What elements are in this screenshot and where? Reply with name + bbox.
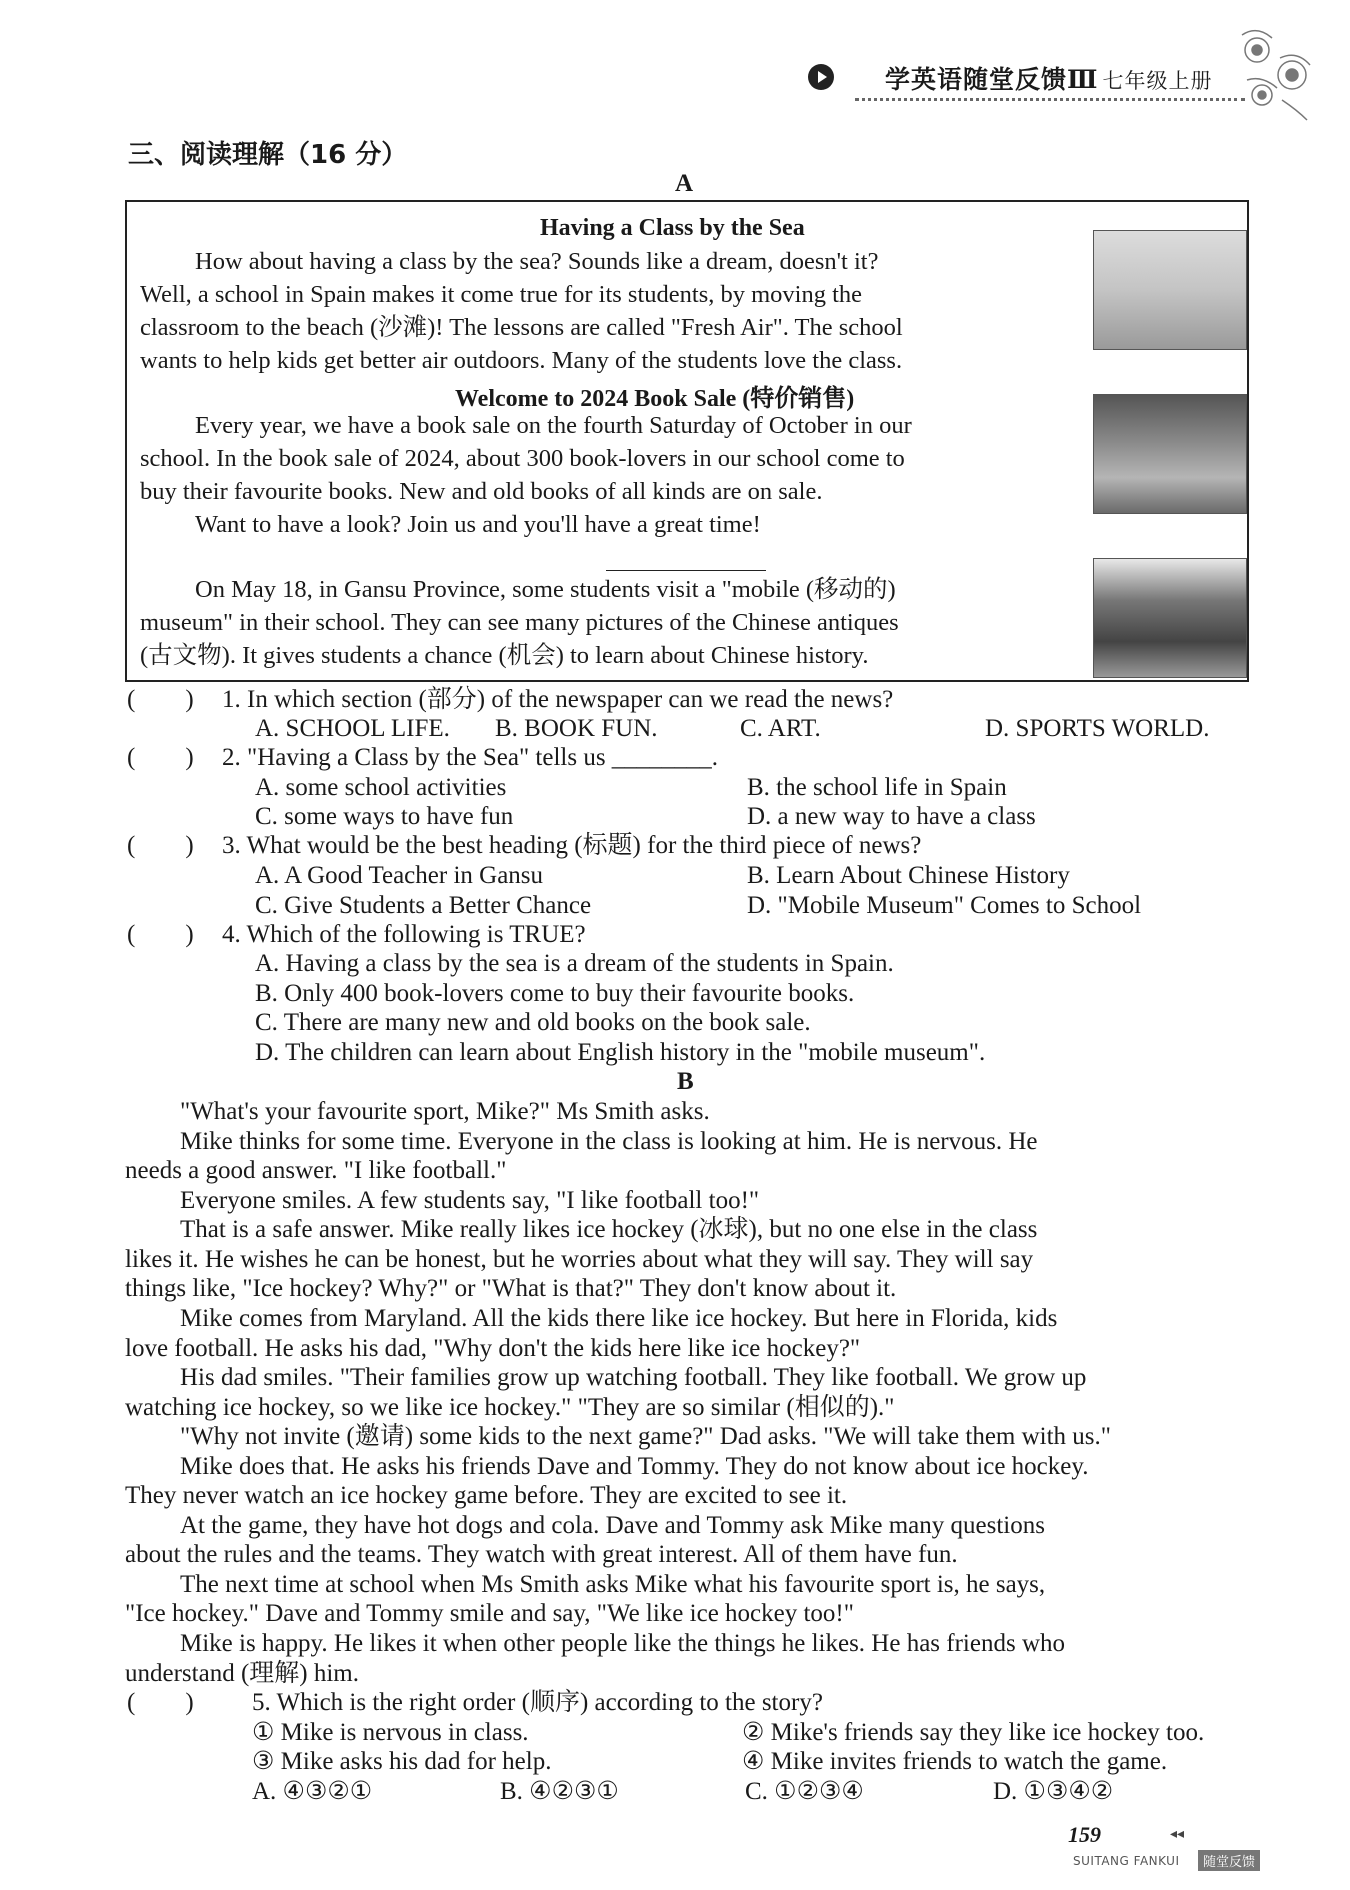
passage-line: The next time at school when Ms Smith asks Mike what his favourite sport is, he says, (180, 1571, 1046, 1598)
option: D. The children can learn about English history in the "mobile museum". (255, 1039, 986, 1066)
event: ① Mike is nervous in class. (252, 1719, 529, 1746)
option: C. There are many new and old books on the book sale. (255, 1009, 811, 1036)
question-5-stem: 5. Which is the right order (顺序) according to the story? (252, 1689, 823, 1716)
book-title-text: 学英语随堂反馈Ⅲ (885, 67, 1099, 94)
option: D. a new way to have a class (747, 803, 1036, 830)
passage-line: watching ice hockey, so we like ice hockey." "They are so similar (相似的)." (125, 1394, 895, 1421)
option: B. ④②③① (500, 1778, 619, 1805)
passage-line: They never watch an ice hockey game before. They are excited to see it. (125, 1482, 848, 1509)
option: C. ART. (740, 715, 821, 742)
event: ④ Mike invites friends to watch the game. (742, 1748, 1168, 1775)
option: B. Only 400 book-lovers come to buy their favourite books. (255, 980, 855, 1007)
passage-line: Mike is happy. He likes it when other people like the things he likes. He has friends who (180, 1630, 1065, 1657)
option: B. Learn About Chinese History (747, 862, 1070, 889)
news2-line: Every year, we have a book sale on the fourth Saturday of October in our (195, 412, 912, 439)
brand-label: 随堂反馈 (1198, 1850, 1260, 1871)
part-a-label: A (675, 170, 694, 197)
news1-line: classroom to the beach (沙滩)! The lessons are called "Fresh Air". The school (140, 314, 903, 341)
passage-line: understand (理解) him. (125, 1660, 359, 1687)
book-subtitle: 七年级上册 (1102, 69, 1213, 93)
news3-line: On May 18, in Gansu Province, some students visit a "mobile (移动的) (195, 576, 896, 603)
brand-pinyin: SUITANG FANKUI (1073, 1854, 1180, 1868)
passage-line: needs a good answer. "I like football." (125, 1157, 507, 1184)
passage-line: likes it. He wishes he can be honest, but he worries about what they will say. They will say (125, 1246, 1034, 1273)
option: C. ①②③④ (745, 1778, 864, 1805)
option: D. SPORTS WORLD. (985, 715, 1210, 742)
passage-line: At the game, they have hot dogs and cola. Dave and Tommy ask Mike many questions (180, 1512, 1045, 1539)
photo-book-sale (1093, 394, 1247, 514)
photo-mobile-museum (1093, 558, 1247, 678)
passage-line: Mike comes from Maryland. All the kids there like ice hockey. But here in Florida, kids (180, 1305, 1058, 1332)
event: ③ Mike asks his dad for help. (252, 1748, 552, 1775)
news2-line: school. In the book sale of 2024, about 300 book-lovers in our school come to (140, 445, 905, 472)
part-b-label: B (677, 1068, 694, 1095)
option: C. some ways to have fun (255, 803, 514, 830)
event: ② Mike's friends say they like ice hockey too. (742, 1719, 1205, 1746)
news3-title-blank (606, 570, 766, 571)
news2-title: Welcome to 2024 Book Sale (特价销售) (455, 386, 855, 412)
option: C. Give Students a Better Chance (255, 892, 592, 919)
question-4-stem: 4. Which of the following is TRUE? (222, 921, 586, 948)
option: A. ④③②① (252, 1778, 373, 1805)
passage-line: That is a safe answer. Mike really likes ice hockey (冰球), but no one else in the class (180, 1216, 1038, 1243)
answer-bracket[interactable]: ( ) (127, 832, 194, 859)
passage-line: Mike does that. He asks his friends Dave and Tommy. They do not know about ice hockey. (180, 1453, 1089, 1480)
option: A. SCHOOL LIFE. (255, 715, 450, 742)
passage-line: things like, "Ice hockey? Why?" or "What is that?" They don't know about it. (125, 1275, 897, 1302)
option: D. ①③④② (993, 1778, 1114, 1805)
option: B. BOOK FUN. (495, 715, 658, 742)
passage-line: Everyone smiles. A few students say, "I like football too!" (180, 1187, 760, 1214)
question-3-stem: 3. What would be the best heading (标题) for the third piece of news? (222, 832, 922, 859)
passage-line: His dad smiles. "Their families grow up watching football. They like football. We grow up (180, 1364, 1087, 1391)
passage-line: "Ice hockey." Dave and Tommy smile and say, "We like ice hockey too!" (125, 1600, 854, 1627)
header-divider (855, 98, 1245, 101)
passage-line: about the rules and the teams. They watch with great interest. All of them have fun. (125, 1541, 958, 1568)
news1-title: Having a Class by the Sea (540, 215, 805, 241)
section-heading: 三、阅读理解（16 分） (128, 140, 408, 170)
answer-bracket[interactable]: ( ) (127, 744, 194, 771)
news3-line: (古文物). It gives students a chance (机会) to learn about Chinese history. (140, 642, 869, 669)
option: B. the school life in Spain (747, 774, 1007, 801)
option: D. "Mobile Museum" Comes to School (747, 892, 1142, 919)
passage-line: love football. He asks his dad, "Why don't the kids here like ice hockey?" (125, 1335, 861, 1362)
decorative-flower-icon (1222, 20, 1322, 130)
photo-beach-class (1093, 230, 1247, 350)
news3-line: museum" in their school. They can see many pictures of the Chinese antiques (140, 609, 899, 636)
option: A. Having a class by the sea is a dream of the students in Spain. (255, 950, 894, 977)
answer-bracket[interactable]: ( ) (127, 686, 194, 713)
answer-bracket[interactable]: ( ) (127, 921, 194, 948)
news1-line: Well, a school in Spain makes it come true for its students, by moving the (140, 281, 863, 308)
passage-line: "Why not invite (邀请) some kids to the next game?" Dad asks. "We will take them with us." (180, 1423, 1111, 1450)
book-title (885, 60, 1212, 96)
question-2-stem: 2. "Having a Class by the Sea" tells us ________. (222, 744, 719, 771)
option: A. A Good Teacher in Gansu (255, 862, 544, 889)
question-1-stem: 1. In which section (部分) of the newspaper can we read the news? (222, 686, 894, 713)
page-number: 159 (1068, 1822, 1101, 1847)
option: A. some school activities (255, 774, 507, 801)
news1-line: How about having a class by the sea? Sounds like a dream, doesn't it? (195, 248, 879, 275)
answer-bracket[interactable]: ( ) (127, 1689, 194, 1716)
arrow-left-icon: ◂◂ (1170, 1827, 1185, 1842)
news2-line: Want to have a look? Join us and you'll have a great time! (195, 511, 761, 538)
news2-line: buy their favourite books. New and old books of all kinds are on sale. (140, 478, 823, 505)
play-icon (808, 64, 834, 90)
news1-line: wants to help kids get better air outdoors. Many of the students love the class. (140, 347, 903, 374)
passage-line: "What's your favourite sport, Mike?" Ms Smith asks. (180, 1098, 710, 1125)
passage-line: Mike thinks for some time. Everyone in the class is looking at him. He is nervous. He (180, 1128, 1038, 1155)
